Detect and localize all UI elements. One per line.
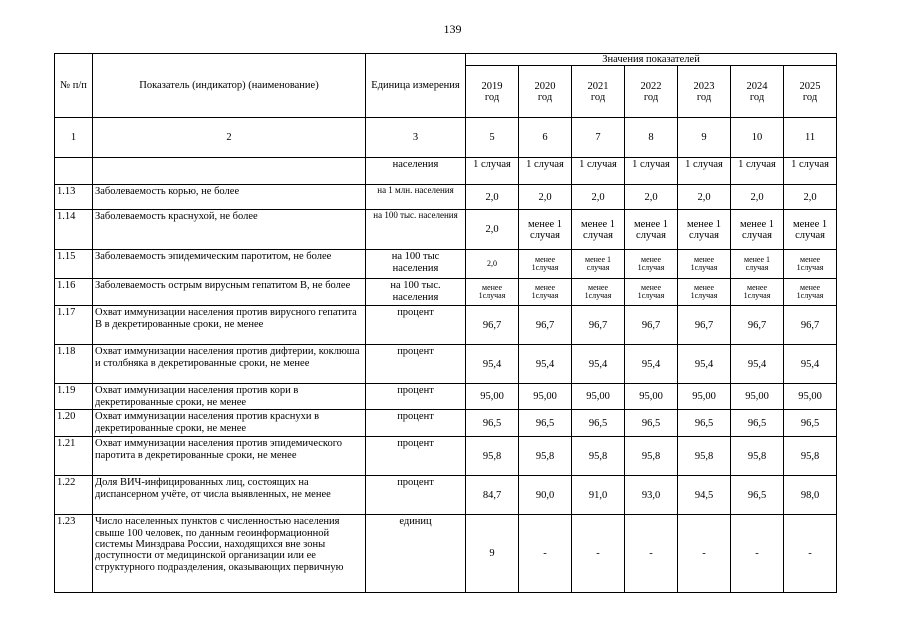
row-value: 1 случая — [731, 158, 784, 185]
row-value: - — [731, 515, 784, 593]
row-number: 1.17 — [55, 306, 93, 345]
row-value: 94,5 — [678, 476, 731, 515]
row-value: 1 случая — [625, 158, 678, 185]
table-row — [55, 410, 837, 437]
row-value: 96,5 — [731, 476, 784, 515]
row-unit: на 100 тыс. населения — [366, 279, 466, 306]
row-value: 1 случая — [784, 158, 837, 185]
row-value: менее 1случая — [519, 279, 572, 306]
row-value: 95,00 — [784, 384, 837, 410]
row-value: 96,7 — [731, 306, 784, 345]
row-value: менее 1случая — [678, 250, 731, 279]
row-value: 95,00 — [519, 384, 572, 410]
row-value: 1 случая — [519, 158, 572, 185]
row-value: менее 1случая — [731, 279, 784, 306]
column-numbers-row — [55, 118, 837, 158]
row-value: менее 1случая — [519, 250, 572, 279]
row-value: 91,0 — [572, 476, 625, 515]
row-value: - — [784, 515, 837, 593]
row-value: 2,0 — [572, 185, 625, 210]
header-year-number: 2019 — [481, 80, 503, 92]
row-indicator: Охват иммунизации населения против вирусного гепатита В в декретированные сроки, не менее — [93, 306, 366, 345]
row-value: - — [572, 515, 625, 593]
row-value: 98,0 — [784, 476, 837, 515]
row-value: 95,4 — [678, 345, 731, 384]
header-year — [466, 66, 519, 118]
row-value: 95,4 — [731, 345, 784, 384]
row-value: менее 1 случая — [731, 210, 784, 250]
row-unit: процент — [366, 306, 466, 345]
header-unit: Единица измерения — [366, 54, 466, 118]
row-value: 96,5 — [466, 410, 519, 437]
row-indicator: Заболеваемость корью, не более — [93, 185, 366, 210]
row-indicator: Охват иммунизации населения против кори в декретированные сроки, не менее — [93, 384, 366, 410]
row-value: менее 1случая — [466, 279, 519, 306]
row-value: 95,00 — [731, 384, 784, 410]
row-value: 95,4 — [625, 345, 678, 384]
row-value: 95,8 — [784, 437, 837, 476]
row-value: 2,0 — [625, 185, 678, 210]
column-number: 1 — [55, 118, 93, 158]
row-value: 96,5 — [572, 410, 625, 437]
row-number: 1.13 — [55, 185, 93, 210]
row-value: 95,4 — [572, 345, 625, 384]
column-number: 9 — [678, 118, 731, 158]
row-value: менее 1 случая — [678, 210, 731, 250]
table-row — [55, 515, 837, 593]
row-value: 96,7 — [466, 306, 519, 345]
row-unit: процент — [366, 384, 466, 410]
column-number: 7 — [572, 118, 625, 158]
row-indicator: Заболеваемость краснухой, не более — [93, 210, 366, 250]
row-value: 96,7 — [519, 306, 572, 345]
row-value: - — [625, 515, 678, 593]
row-value: менее 1 случая — [731, 250, 784, 279]
row-value: менее 1 случая — [572, 250, 625, 279]
row-indicator: Доля ВИЧ-инфицированных лиц, состоящих на диспансерном учёте, от числа выявленных, не менее — [93, 476, 366, 515]
header-year-word: год — [749, 91, 765, 103]
row-number: 1.21 — [55, 437, 93, 476]
row-value: 95,00 — [625, 384, 678, 410]
table-row — [55, 476, 837, 515]
row-indicator: Число населенных пунктов с численностью населения свыше 100 человек, по данным геоинформационной системы Минздрава России, находящихся вне зоны доступности от медицинской организации или ее структурного подразделения, оказывающих первичную — [93, 515, 366, 593]
row-unit: на 1 млн. населения — [366, 185, 466, 210]
column-number: 3 — [366, 118, 466, 158]
row-value: 95,4 — [784, 345, 837, 384]
row-value: - — [678, 515, 731, 593]
row-value: менее 1случая — [678, 279, 731, 306]
row-number: 1.15 — [55, 250, 93, 279]
row-indicator — [93, 158, 366, 185]
row-value: 95,00 — [572, 384, 625, 410]
row-indicator: Охват иммунизации населения против эпидемического паротита в декретированные сроки, не менее — [93, 437, 366, 476]
table-row — [55, 384, 837, 410]
table-row — [55, 158, 837, 185]
row-unit: процент — [366, 437, 466, 476]
row-unit: процент — [366, 476, 466, 515]
header-year-word: год — [484, 91, 500, 103]
row-value: 95,8 — [731, 437, 784, 476]
table-row — [55, 306, 837, 345]
row-unit: на 100 тыс населения — [366, 250, 466, 279]
row-value: менее 1случая — [572, 279, 625, 306]
row-value: 95,00 — [466, 384, 519, 410]
row-value: 1 случая — [678, 158, 731, 185]
row-number: 1.22 — [55, 476, 93, 515]
header-year-word: год — [802, 91, 818, 103]
row-number: 1.16 — [55, 279, 93, 306]
row-value: 95,8 — [466, 437, 519, 476]
row-value: менее 1 случая — [784, 210, 837, 250]
row-value: 95,4 — [466, 345, 519, 384]
row-value: 2,0 — [784, 185, 837, 210]
row-value: 96,5 — [784, 410, 837, 437]
row-value: 95,4 — [519, 345, 572, 384]
row-value: менее 1 случая — [519, 210, 572, 250]
column-number: 2 — [93, 118, 366, 158]
row-unit: на 100 тыс. населения — [366, 210, 466, 250]
header-year-word: год — [537, 91, 553, 103]
header-year-number: 2023 — [693, 80, 715, 92]
header-year-word: год — [696, 91, 712, 103]
header-year-number: 2020 — [534, 80, 556, 92]
row-value: 2,0 — [466, 185, 519, 210]
row-value: менее 1случая — [784, 250, 837, 279]
row-value: 2,0 — [466, 250, 519, 279]
header-year-number: 2021 — [587, 80, 609, 92]
column-number: 6 — [519, 118, 572, 158]
row-number: 1.19 — [55, 384, 93, 410]
row-value: 1 случая — [572, 158, 625, 185]
row-value: 96,5 — [731, 410, 784, 437]
header-year-number: 2025 — [799, 80, 821, 92]
header-year — [625, 66, 678, 118]
row-value: 95,8 — [519, 437, 572, 476]
row-number: 1.23 — [55, 515, 93, 593]
header-year-number: 2024 — [746, 80, 768, 92]
column-number: 11 — [784, 118, 837, 158]
row-unit: процент — [366, 410, 466, 437]
row-value: 96,7 — [625, 306, 678, 345]
table-row — [55, 210, 837, 250]
table-row — [55, 279, 837, 306]
header-year — [519, 66, 572, 118]
row-number: 1.14 — [55, 210, 93, 250]
row-value: 95,8 — [572, 437, 625, 476]
row-indicator: Заболеваемость эпидемическим паротитом, не более — [93, 250, 366, 279]
table-row — [55, 345, 837, 384]
row-value: 96,7 — [572, 306, 625, 345]
header-year-number: 2022 — [640, 80, 662, 92]
row-value: 1 случая — [466, 158, 519, 185]
row-value: 96,7 — [678, 306, 731, 345]
row-value: 84,7 — [466, 476, 519, 515]
header-year — [731, 66, 784, 118]
row-number: 1.18 — [55, 345, 93, 384]
row-value: менее 1 случая — [625, 210, 678, 250]
row-value: 95,00 — [678, 384, 731, 410]
header-year-word: год — [590, 91, 606, 103]
header-year — [572, 66, 625, 118]
row-unit: процент — [366, 345, 466, 384]
row-value: 2,0 — [731, 185, 784, 210]
page-number: 139 — [443, 22, 462, 36]
column-number: 10 — [731, 118, 784, 158]
row-value: 2,0 — [678, 185, 731, 210]
table-header — [55, 54, 837, 158]
row-value: 95,8 — [625, 437, 678, 476]
header-year — [784, 66, 837, 118]
row-value: 96,5 — [625, 410, 678, 437]
row-indicator: Охват иммунизации населения против дифтерии, коклюша и столбняка в декретированные сроки, не менее — [93, 345, 366, 384]
column-number: 8 — [625, 118, 678, 158]
row-value: 95,8 — [678, 437, 731, 476]
row-value: 2,0 — [519, 185, 572, 210]
row-value: 96,5 — [519, 410, 572, 437]
row-value: 96,5 — [678, 410, 731, 437]
table-row — [55, 185, 837, 210]
row-indicator: Охват иммунизации населения против краснухи в декретированные сроки, не менее — [93, 410, 366, 437]
row-value: менее 1 случая — [572, 210, 625, 250]
table-row — [55, 250, 837, 279]
row-value: менее 1случая — [784, 279, 837, 306]
row-unit: населения — [366, 158, 466, 185]
header-year-word: год — [643, 91, 659, 103]
header-indicator: Показатель (индикатор) (наименование) — [93, 54, 366, 118]
row-value: 9 — [466, 515, 519, 593]
row-number — [55, 158, 93, 185]
row-value: 96,7 — [784, 306, 837, 345]
row-value: 93,0 — [625, 476, 678, 515]
table-body — [55, 158, 837, 593]
row-value: - — [519, 515, 572, 593]
row-value: менее 1случая — [625, 250, 678, 279]
row-unit: единиц — [366, 515, 466, 593]
row-value: 2,0 — [466, 210, 519, 250]
row-value: 90,0 — [519, 476, 572, 515]
table-row — [55, 437, 837, 476]
row-number: 1.20 — [55, 410, 93, 437]
row-indicator: Заболеваемость острым вирусным гепатитом В, не более — [93, 279, 366, 306]
header-num: № п/п — [55, 54, 93, 118]
indicators-table — [54, 53, 837, 593]
column-number: 5 — [466, 118, 519, 158]
header-year — [678, 66, 731, 118]
row-value: менее 1случая — [625, 279, 678, 306]
header-values-group: Значения показателей — [466, 54, 837, 66]
